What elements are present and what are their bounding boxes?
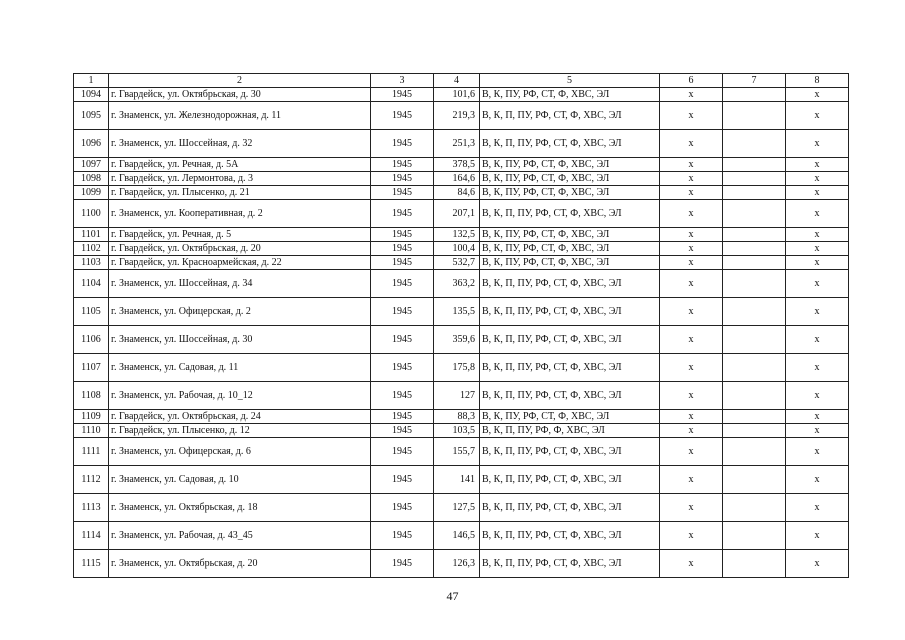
column-8-cell: х — [786, 438, 849, 466]
table-row — [74, 88, 849, 102]
column-6-cell: х — [660, 186, 723, 200]
address-cell: г. Гвардейск, ул. Плысенко, д. 12 — [109, 424, 371, 438]
table-row — [74, 102, 849, 130]
column-8-cell: х — [786, 494, 849, 522]
table-row — [74, 298, 849, 326]
works-cell: В, К, ПУ, РФ, СТ, Ф, ХВС, ЭЛ — [480, 410, 660, 424]
column-6-cell: х — [660, 270, 723, 298]
column-6-cell: х — [660, 354, 723, 382]
column-6-cell: х — [660, 228, 723, 242]
table-row — [74, 466, 849, 494]
column-6-cell: х — [660, 424, 723, 438]
column-8-cell: х — [786, 130, 849, 158]
works-cell: В, К, П, ПУ, РФ, СТ, Ф, ХВС, ЭЛ — [480, 522, 660, 550]
address-cell: г. Гвардейск, ул. Речная, д. 5 — [109, 228, 371, 242]
row-number: 1102 — [74, 242, 109, 256]
table-row — [74, 130, 849, 158]
column-6-cell: х — [660, 256, 723, 270]
row-number: 1114 — [74, 522, 109, 550]
column-8-cell: х — [786, 228, 849, 242]
column-6-cell: х — [660, 298, 723, 326]
year-cell: 1945 — [371, 200, 434, 228]
table-row — [74, 438, 849, 466]
area-cell: 126,3 — [434, 550, 480, 578]
area-cell: 175,8 — [434, 354, 480, 382]
works-cell: В, К, П, ПУ, РФ, СТ, Ф, ХВС, ЭЛ — [480, 466, 660, 494]
row-number: 1110 — [74, 424, 109, 438]
works-cell: В, К, П, ПУ, РФ, СТ, Ф, ХВС, ЭЛ — [480, 326, 660, 354]
works-cell: В, К, П, ПУ, РФ, СТ, Ф, ХВС, ЭЛ — [480, 270, 660, 298]
table-row — [74, 382, 849, 410]
area-cell: 127,5 — [434, 494, 480, 522]
column-7-cell — [723, 382, 786, 410]
works-cell: В, К, П, ПУ, РФ, СТ, Ф, ХВС, ЭЛ — [480, 130, 660, 158]
table-row — [74, 228, 849, 242]
area-cell: 164,6 — [434, 172, 480, 186]
table-row — [74, 200, 849, 228]
column-8-cell: х — [786, 550, 849, 578]
column-7-cell — [723, 550, 786, 578]
column-6-cell: х — [660, 172, 723, 186]
year-cell: 1945 — [371, 494, 434, 522]
address-cell: г. Знаменск, ул. Рабочая, д. 10_12 — [109, 382, 371, 410]
table-row — [74, 522, 849, 550]
table-row — [74, 424, 849, 438]
address-cell: г. Гвардейск, ул. Красноармейская, д. 22 — [109, 256, 371, 270]
table-row — [74, 354, 849, 382]
year-cell: 1945 — [371, 354, 434, 382]
column-6-cell: х — [660, 200, 723, 228]
area-cell: 100,4 — [434, 242, 480, 256]
table-row — [74, 494, 849, 522]
area-cell: 103,5 — [434, 424, 480, 438]
column-6-cell: х — [660, 522, 723, 550]
area-cell: 378,5 — [434, 158, 480, 172]
table-row — [74, 256, 849, 270]
address-cell: г. Гвардейск, ул. Октябрьская, д. 20 — [109, 242, 371, 256]
column-6-cell: х — [660, 158, 723, 172]
address-cell: г. Гвардейск, ул. Октябрьская, д. 30 — [109, 88, 371, 102]
column-6-cell: х — [660, 550, 723, 578]
row-number: 1097 — [74, 158, 109, 172]
table-row — [74, 550, 849, 578]
works-cell: В, К, ПУ, РФ, СТ, Ф, ХВС, ЭЛ — [480, 88, 660, 102]
column-8-cell: х — [786, 88, 849, 102]
address-cell: г. Знаменск, ул. Офицерская, д. 6 — [109, 438, 371, 466]
works-cell: В, К, П, ПУ, РФ, СТ, Ф, ХВС, ЭЛ — [480, 200, 660, 228]
works-cell: В, К, ПУ, РФ, СТ, Ф, ХВС, ЭЛ — [480, 228, 660, 242]
row-number: 1096 — [74, 130, 109, 158]
column-7-cell — [723, 354, 786, 382]
column-8-cell: х — [786, 382, 849, 410]
column-7-cell — [723, 102, 786, 130]
works-cell: В, К, ПУ, РФ, СТ, Ф, ХВС, ЭЛ — [480, 242, 660, 256]
table-row — [74, 410, 849, 424]
column-8-cell: х — [786, 186, 849, 200]
area-cell: 359,6 — [434, 326, 480, 354]
row-number: 1098 — [74, 172, 109, 186]
page-number: 47 — [446, 589, 459, 603]
column-8-cell: х — [786, 326, 849, 354]
year-cell: 1945 — [371, 130, 434, 158]
column-7-cell — [723, 466, 786, 494]
column-header: 4 — [434, 74, 480, 88]
year-cell: 1945 — [371, 522, 434, 550]
column-7-cell — [723, 270, 786, 298]
area-cell: 141 — [434, 466, 480, 494]
column-7-cell — [723, 522, 786, 550]
area-cell: 532,7 — [434, 256, 480, 270]
column-8-cell: х — [786, 256, 849, 270]
address-cell: г. Знаменск, ул. Железнодорожная, д. 11 — [109, 102, 371, 130]
row-number: 1109 — [74, 410, 109, 424]
address-cell: г. Знаменск, ул. Рабочая, д. 43_45 — [109, 522, 371, 550]
row-number: 1111 — [74, 438, 109, 466]
column-7-cell — [723, 158, 786, 172]
address-cell: г. Знаменск, ул. Шоссейная, д. 30 — [109, 326, 371, 354]
year-cell: 1945 — [371, 298, 434, 326]
works-cell: В, К, П, ПУ, РФ, СТ, Ф, ХВС, ЭЛ — [480, 494, 660, 522]
housing-register-table — [73, 73, 849, 578]
area-cell: 135,5 — [434, 298, 480, 326]
column-header: 6 — [660, 74, 723, 88]
column-7-cell — [723, 410, 786, 424]
row-number: 1094 — [74, 88, 109, 102]
year-cell: 1945 — [371, 424, 434, 438]
column-7-cell — [723, 172, 786, 186]
row-number: 1103 — [74, 256, 109, 270]
column-8-cell: х — [786, 410, 849, 424]
works-cell: В, К, П, ПУ, РФ, Ф, ХВС, ЭЛ — [480, 424, 660, 438]
row-number: 1106 — [74, 326, 109, 354]
year-cell: 1945 — [371, 186, 434, 200]
column-7-cell — [723, 438, 786, 466]
table-row — [74, 270, 849, 298]
works-cell: В, К, ПУ, РФ, СТ, Ф, ХВС, ЭЛ — [480, 158, 660, 172]
table-row — [74, 172, 849, 186]
column-8-cell: х — [786, 158, 849, 172]
row-number: 1112 — [74, 466, 109, 494]
column-8-cell: х — [786, 102, 849, 130]
year-cell: 1945 — [371, 228, 434, 242]
column-header: 1 — [74, 74, 109, 88]
table-row — [74, 242, 849, 256]
table-row — [74, 158, 849, 172]
works-cell: В, К, П, ПУ, РФ, СТ, Ф, ХВС, ЭЛ — [480, 550, 660, 578]
column-7-cell — [723, 200, 786, 228]
column-7-cell — [723, 298, 786, 326]
table-row — [74, 326, 849, 354]
year-cell: 1945 — [371, 438, 434, 466]
column-7-cell — [723, 186, 786, 200]
row-number: 1099 — [74, 186, 109, 200]
area-cell: 251,3 — [434, 130, 480, 158]
address-cell: г. Знаменск, ул. Шоссейная, д. 34 — [109, 270, 371, 298]
table-row — [74, 186, 849, 200]
works-cell: В, К, ПУ, РФ, СТ, Ф, ХВС, ЭЛ — [480, 172, 660, 186]
year-cell: 1945 — [371, 102, 434, 130]
column-6-cell: х — [660, 130, 723, 158]
column-header: 2 — [109, 74, 371, 88]
year-cell: 1945 — [371, 326, 434, 354]
area-cell: 207,1 — [434, 200, 480, 228]
address-cell: г. Знаменск, ул. Садовая, д. 11 — [109, 354, 371, 382]
column-8-cell: х — [786, 522, 849, 550]
year-cell: 1945 — [371, 242, 434, 256]
row-number: 1108 — [74, 382, 109, 410]
column-header: 8 — [786, 74, 849, 88]
column-7-cell — [723, 494, 786, 522]
works-cell: В, К, П, ПУ, РФ, СТ, Ф, ХВС, ЭЛ — [480, 438, 660, 466]
address-cell: г. Знаменск, ул. Садовая, д. 10 — [109, 466, 371, 494]
year-cell: 1945 — [371, 158, 434, 172]
column-8-cell: х — [786, 354, 849, 382]
year-cell: 1945 — [371, 270, 434, 298]
column-number-header-row — [74, 74, 849, 88]
address-cell: г. Гвардейск, ул. Плысенко, д. 21 — [109, 186, 371, 200]
address-cell: г. Гвардейск, ул. Лермонтова, д. 3 — [109, 172, 371, 186]
row-number: 1105 — [74, 298, 109, 326]
column-header: 5 — [480, 74, 660, 88]
column-8-cell: х — [786, 242, 849, 256]
works-cell: В, К, ПУ, РФ, СТ, Ф, ХВС, ЭЛ — [480, 186, 660, 200]
year-cell: 1945 — [371, 88, 434, 102]
row-number: 1101 — [74, 228, 109, 242]
column-6-cell: х — [660, 242, 723, 256]
row-number: 1115 — [74, 550, 109, 578]
area-cell: 146,5 — [434, 522, 480, 550]
column-8-cell: х — [786, 424, 849, 438]
area-cell: 132,5 — [434, 228, 480, 242]
year-cell: 1945 — [371, 172, 434, 186]
row-number: 1107 — [74, 354, 109, 382]
column-7-cell — [723, 228, 786, 242]
area-cell: 84,6 — [434, 186, 480, 200]
address-cell: г. Знаменск, ул. Офицерская, д. 2 — [109, 298, 371, 326]
row-number: 1095 — [74, 102, 109, 130]
column-8-cell: х — [786, 172, 849, 186]
area-cell: 363,2 — [434, 270, 480, 298]
year-cell: 1945 — [371, 550, 434, 578]
year-cell: 1945 — [371, 466, 434, 494]
column-6-cell: х — [660, 466, 723, 494]
area-cell: 101,6 — [434, 88, 480, 102]
address-cell: г. Гвардейск, ул. Речная, д. 5А — [109, 158, 371, 172]
address-cell: г. Знаменск, ул. Октябрьская, д. 18 — [109, 494, 371, 522]
row-number: 1100 — [74, 200, 109, 228]
column-8-cell: х — [786, 298, 849, 326]
column-7-cell — [723, 88, 786, 102]
column-7-cell — [723, 242, 786, 256]
works-cell: В, К, ПУ, РФ, СТ, Ф, ХВС, ЭЛ — [480, 256, 660, 270]
works-cell: В, К, П, ПУ, РФ, СТ, Ф, ХВС, ЭЛ — [480, 298, 660, 326]
works-cell: В, К, П, ПУ, РФ, СТ, Ф, ХВС, ЭЛ — [480, 102, 660, 130]
year-cell: 1945 — [371, 382, 434, 410]
area-cell: 127 — [434, 382, 480, 410]
column-6-cell: х — [660, 88, 723, 102]
works-cell: В, К, П, ПУ, РФ, СТ, Ф, ХВС, ЭЛ — [480, 382, 660, 410]
table-body — [74, 88, 849, 578]
row-number: 1113 — [74, 494, 109, 522]
column-6-cell: х — [660, 102, 723, 130]
column-7-cell — [723, 256, 786, 270]
column-6-cell: х — [660, 410, 723, 424]
column-8-cell: х — [786, 466, 849, 494]
area-cell: 88,3 — [434, 410, 480, 424]
column-8-cell: х — [786, 200, 849, 228]
column-6-cell: х — [660, 494, 723, 522]
column-6-cell: х — [660, 438, 723, 466]
column-7-cell — [723, 326, 786, 354]
address-cell: г. Гвардейск, ул. Октябрьская, д. 24 — [109, 410, 371, 424]
column-6-cell: х — [660, 326, 723, 354]
address-cell: г. Знаменск, ул. Шоссейная, д. 32 — [109, 130, 371, 158]
column-header: 7 — [723, 74, 786, 88]
address-cell: г. Знаменск, ул. Кооперативная, д. 2 — [109, 200, 371, 228]
area-cell: 219,3 — [434, 102, 480, 130]
column-6-cell: х — [660, 382, 723, 410]
year-cell: 1945 — [371, 410, 434, 424]
address-cell: г. Знаменск, ул. Октябрьская, д. 20 — [109, 550, 371, 578]
column-7-cell — [723, 130, 786, 158]
works-cell: В, К, П, ПУ, РФ, СТ, Ф, ХВС, ЭЛ — [480, 354, 660, 382]
column-header: 3 — [371, 74, 434, 88]
row-number: 1104 — [74, 270, 109, 298]
year-cell: 1945 — [371, 256, 434, 270]
column-8-cell: х — [786, 270, 849, 298]
column-7-cell — [723, 424, 786, 438]
area-cell: 155,7 — [434, 438, 480, 466]
